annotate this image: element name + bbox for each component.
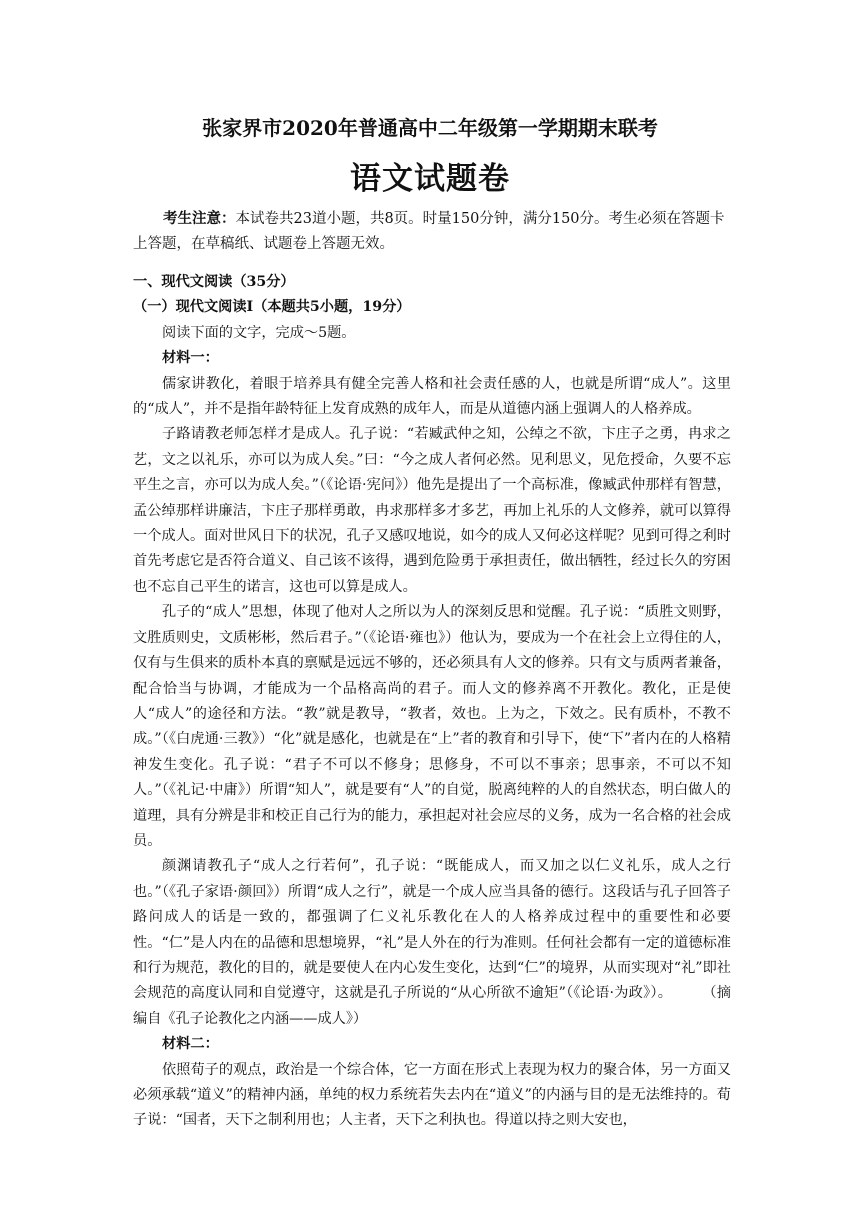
material-one-paragraph-text: 颜渊请教孔子“成人之行若何”，孔子说：“既能成人，而又加之以仁义礼乐，成人之行也。”（《孔子家语·颜回》）所谓“成人之行”，就是一个成人应当具备的德行。这段话与孔子回答子路问成人的话是一致的，都强调了仁义礼乐教化在人的人格养成过程中的重要性和必要性。“仁”是人内在的品德和思想境界，“礼”是人外在的行为准则。任何社会都有一定的道德标准和行为规范，教化的目的，就是要使人在内心发生变化，达到“仁”的境界，从而实现对“礼”即社会规范的高度认同和自觉遵守，这就是孔子所说的“从心所欲不逾矩”（《论语·为政》）。 <box>133 858 731 1002</box>
section-heading: 一、现代文阅读（35分） <box>133 274 295 290</box>
notice-label: 考生注意： <box>163 210 236 227</box>
material-one-paragraph: 儒家讲教化，着眼于培养具有健全完善人格和社会责任感的人，也就是所谓“成人”。这里的“成人”，并不是指年龄特征上发育成熟的成年人，而是从道德内涵上强调人的人格养成。 <box>133 375 731 418</box>
notice-text: 本试卷共23道小题，共8页。时量150分钟，满分150分。考生必须在答题卡上答题，在草稿纸、试题卷上答题无效。 <box>133 211 725 252</box>
material-two-paragraph: 依照荀子的观点，政治是一个综合体，它一方面在形式上表现为权力的聚合体，另一方面又必须承载“道义”的精神内涵，单纯的权力系统若失去内在“道义”的内涵与目的是无法维持的。荀子说：“国者，天下之制利用也；人主者，天下之利执也。得道以持之则大安也， <box>133 1061 731 1129</box>
material-one-paragraph: 孔子的“成人”思想，体现了他对人之所以为人的深刻反思和觉醒。孔子说：“质胜文则野，文胜质则史，文质彬彬，然后君子。”（《论语·雍也》）他认为，要成为一个在社会上立得住的人，仅有与生俱来的质朴本真的禀赋是远远不够的，还必须具有人文的修养。只有文与质两者兼备，配合恰当与协调，才能成为一个品格高尚的君子。而人文的修养离不开教化。教化，正是使人“成人”的途径和方法。“教”就是教导，“教者，效也。上为之，下效之。民有质朴，不教不成。”（《白虎通·三教》）“化”就是感化，也就是在“上”者的教育和引导下，使“下”者内在的人格精神发生变化。孔子说：“君子不可以不修身；思修身，不可以不事亲；思事亲，不可以不知人。”（《礼记·中庸》）所谓“知人”，就是要有“人”的自觉，脱离纯粹的人的自然状态，明白做人的道理，具有分辨是非和校正自己行为的能力，承担起对社会应尽的义务，成为一名合格的社会成员。 <box>133 604 731 849</box>
exam-title: 张家界市2020年普通高中二年级第一学期期末联考 <box>202 116 658 140</box>
material-two-label: 材料二： <box>162 1036 219 1053</box>
subsection-heading: （一）现代文阅读Ⅰ（本题共5小题，19分） <box>133 299 411 316</box>
exam-notice <box>133 206 731 257</box>
reading-instruction: 阅读下面的文字，完成～5题。 <box>162 324 356 341</box>
material-one-paragraph-last <box>133 854 731 1032</box>
material-one-label: 材料一： <box>162 350 219 367</box>
material-one-source: （摘编自《孔子论教化之内涵——成人》） <box>133 985 731 1027</box>
material-one-paragraph: 子路请教老师怎样才是成人。孔子说：“若臧武仲之知，公绰之不欲，卞庄子之勇，冉求之艺，文之以礼乐，亦可以为成人矣。”曰：“今之成人者何必然。见利思义，见危授命，久要不忘平生之言，亦可以为成人矣。”（《论语·宪问》）他先是提出了一个高标准，像臧武仲那样有智慧，孟公绰那样讲廉洁，卞庄子那样勇敢，冉求那样多才多艺，再加上礼乐的人文修养，就可以算得一个成人。面对世风日下的状况，孔子又感叹地说，如今的成人又何必这样呢？见到可得之利时首先考虑它是否符合道义、自己该不该得，遇到危险勇于承担责任，做出牺牲，经过长久的穷困也不忘自己平生的诺言，这也可以算是成人。 <box>133 426 731 595</box>
paper-title: 语文试题卷 <box>350 161 510 197</box>
reading-section <box>133 270 731 1134</box>
